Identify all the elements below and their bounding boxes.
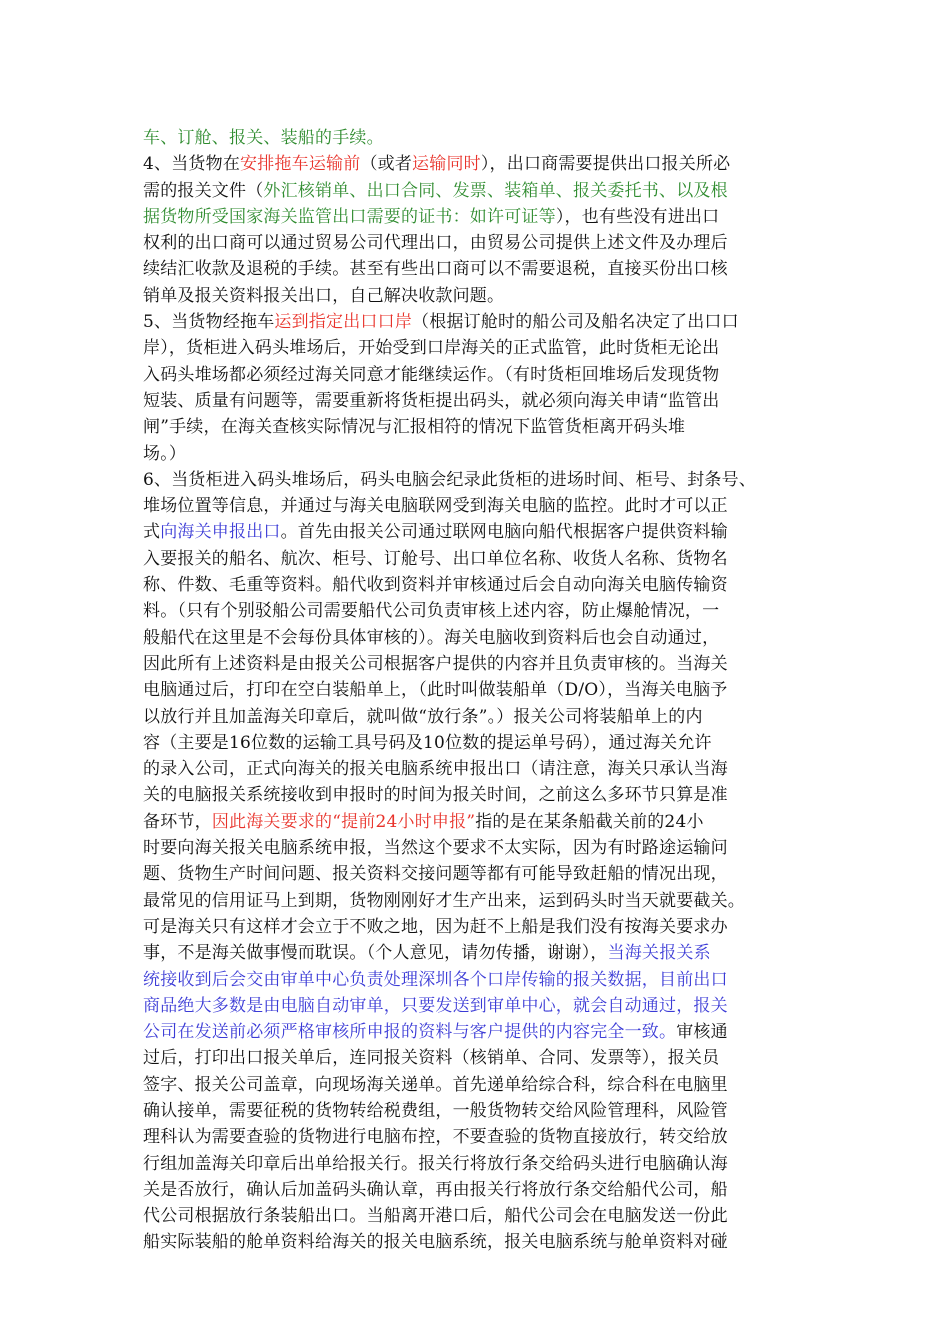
text-line xyxy=(143,204,833,230)
highlighted-text-green: 据货物所受国家海关监管出口需要的证书：如许可证等 xyxy=(143,206,556,227)
text-line xyxy=(143,493,833,519)
highlighted-text-blue: 商品绝大多数是由电脑自动审单，只要发送到审单中心，就会自动通过，报关 xyxy=(143,995,728,1016)
body-text: 堆场位置等信息，并通过与海关电脑联网受到海关电脑的监控。此时才可以正 xyxy=(143,496,728,517)
highlighted-text-red: 运输同时 xyxy=(412,154,481,175)
text-line xyxy=(143,704,833,730)
body-text: 短装、质量有问题等，需要重新将货柜提出码头，就必须向海关申请“监管出 xyxy=(143,390,720,411)
highlighted-text-red: 安排拖车运输前 xyxy=(240,154,361,175)
body-text: 闸”手续，在海关查核实际情况与汇报相符的情况下监管货柜离开码头堆 xyxy=(143,417,686,438)
text-line xyxy=(143,388,833,414)
body-text: ），出口商需要提供出口报关所必 xyxy=(480,154,731,175)
body-text: 因此所有上述资料是由报关公司根据客户提供的内容并且负责审核的。当海关 xyxy=(143,653,728,674)
highlighted-text-blue: 统接收到后会交由审单中心负责处理深圳各个口岸传输的报关数据，目前出口 xyxy=(143,969,728,990)
body-text: 6、当货柜进入码头堆场后，码头电脑会纪录此货柜的进场时间、柜号、封条号、 xyxy=(143,469,757,490)
text-line xyxy=(143,1124,833,1150)
text-line xyxy=(143,414,833,440)
text-line xyxy=(143,151,833,177)
body-text: 5、当货物经拖车 xyxy=(143,312,275,333)
text-line xyxy=(143,809,833,835)
body-text: 以放行并且加盖海关印章后，就叫做“放行条”。）报关公司将装船单上的内 xyxy=(143,706,703,727)
text-line xyxy=(143,467,833,493)
text-line xyxy=(143,730,833,756)
text-line xyxy=(143,651,833,677)
body-text: 备环节， xyxy=(143,811,212,832)
body-text: 岸），货柜进入码头堆场后，开始受到口岸海关的正式监管，此时货柜无论出 xyxy=(143,338,720,359)
text-line xyxy=(143,283,833,309)
text-line xyxy=(143,782,833,808)
text-line xyxy=(143,756,833,782)
text-line xyxy=(143,178,833,204)
body-text: （根据订舱时的船公司及船名决定了出口口 xyxy=(412,312,739,333)
text-line xyxy=(143,598,833,624)
text-line xyxy=(143,519,833,545)
text-line xyxy=(143,309,833,335)
body-text: 称、件数、毛重等资料。船代收到资料并审核通过后会自动向海关电脑传输资 xyxy=(143,575,728,596)
highlighted-text-blue: 公司在发送前必须严格审核所申报的资料与客户提供的内容完全一致。 xyxy=(143,1022,677,1043)
body-text: 。首先由报关公司通过联网电脑向船代根据客户提供资料输 xyxy=(280,522,728,543)
body-text: 料。（只有个别驳船公司需要船代公司负责审核上述内容，防止爆舱情况，一 xyxy=(143,601,720,622)
body-text: 关是否放行，确认后加盖码头确认章，再由报关行将放行条交给船代公司，船 xyxy=(143,1179,728,1200)
text-line xyxy=(143,362,833,388)
highlighted-text-red: 因此海关要求的“提前24小时申报” xyxy=(211,811,476,832)
body-text: （或者 xyxy=(360,154,413,175)
text-line xyxy=(143,861,833,887)
text-line xyxy=(143,625,833,651)
text-line xyxy=(143,230,833,256)
body-text: 权利的出口商可以通过贸易公司代理出口，由贸易公司提供上述文件及办理后 xyxy=(143,233,728,254)
body-text: 可是海关只有这样才会立于不败之地，因为赶不上船是我们没有按海关要求办 xyxy=(143,916,728,937)
body-text: 事，不是海关做事慢而耽误。（个人意见，请勿传播，谢谢）， xyxy=(143,943,608,964)
text-line xyxy=(143,677,833,703)
text-line xyxy=(143,1203,833,1229)
text-line xyxy=(143,546,833,572)
text-line xyxy=(143,1177,833,1203)
body-text: 电脑通过后，打印在空白装船单上，（此时叫做装船单（D/O），当海关电脑予 xyxy=(143,680,728,701)
text-line xyxy=(143,1098,833,1124)
body-text: 行组加盖海关印章后出单给报关行。报关行将放行条交给码头进行电脑确认海 xyxy=(143,1153,728,1174)
body-text: 确认接单，需要征税的货物转给税费组，一般货物转交给风险管理科，风险管 xyxy=(143,1100,728,1121)
text-line xyxy=(143,914,833,940)
body-text: 关的电脑报关系统接收到申报时的时间为报关时间，之前这么多环节只算是准 xyxy=(143,785,728,806)
body-text: 船实际装船的舱单资料给海关的报关电脑系统，报关电脑系统与舱单资料对碰 xyxy=(143,1232,728,1253)
text-line xyxy=(143,572,833,598)
highlighted-text-blue: 向海关申报出口 xyxy=(160,522,281,543)
highlighted-text-red: 运到指定出口口岸 xyxy=(274,312,413,333)
body-text: 入要报关的船名、航次、柜号、订舱号、出口单位名称、收货人名称、货物名 xyxy=(143,548,728,569)
text-line xyxy=(143,1151,833,1177)
text-line xyxy=(143,1229,833,1255)
highlighted-text-blue: 当海关报关系 xyxy=(607,943,711,964)
body-text: 般船代在这里是不会每份具体审核的）。海关电脑收到资料后也会自动通过， xyxy=(143,627,720,648)
body-text: 场。） xyxy=(143,443,187,464)
body-text: 过后，打印出口报关单后，连同报关资料（核销单、合同、发票等），报关员 xyxy=(143,1048,720,1069)
body-text: 销单及报关资料报关出口，自己解决收款问题。 xyxy=(143,285,505,306)
body-text: 需的报关文件（ xyxy=(143,180,264,201)
body-text: 签字、报关公司盖章，向现场海关递单。首先递单给综合科，综合科在电脑里 xyxy=(143,1074,728,1095)
body-text: 的录入公司，正式向海关的报关电脑系统申报出口（请注意，海关只承认当海 xyxy=(143,759,728,780)
text-line xyxy=(143,940,833,966)
body-text: 续结汇收款及退税的手续。甚至有些出口商可以不需要退税，直接买份出口核 xyxy=(143,259,728,280)
body-text: 容（主要是16位数的运输工具号码及10位数的提运单号码），通过海关允许 xyxy=(143,732,712,753)
body-text: 式 xyxy=(143,522,161,543)
body-text: 指的是在某条船截关前的24小 xyxy=(475,811,704,832)
text-line xyxy=(143,1045,833,1071)
document-body-text xyxy=(143,125,833,1256)
body-text: 最常见的信用证马上到期，货物刚刚好才生产出来，运到码头时当天就要截关。 xyxy=(143,890,745,911)
text-line xyxy=(143,256,833,282)
text-line xyxy=(143,125,833,151)
body-text: 4、当货物在 xyxy=(143,154,241,175)
body-text: 题、货物生产时间问题、报关资料交接问题等都有可能导致赶船的情况出现， xyxy=(143,864,728,885)
highlighted-text-green: 外汇核销单、出口合同、发票、装箱单、报关委托书、以及根 xyxy=(263,180,728,201)
text-line xyxy=(143,835,833,861)
text-line xyxy=(143,967,833,993)
text-line xyxy=(143,1072,833,1098)
body-text: 代公司根据放行条装船出口。当船离开港口后，船代公司会在电脑发送一份此 xyxy=(143,1206,728,1227)
body-text: 时要向海关报关电脑系统申报，当然这个要求不太实际，因为有时路途运输问 xyxy=(143,838,728,859)
text-line xyxy=(143,993,833,1019)
body-text: 入码头堆场都必须经过海关同意才能继续运作。（有时货柜回堆场后发现货物 xyxy=(143,364,720,385)
body-text: ），也有些没有进出口 xyxy=(555,206,720,227)
text-line xyxy=(143,441,833,467)
body-text: 审核通 xyxy=(676,1022,728,1043)
text-line xyxy=(143,888,833,914)
body-text: 理科认为需要查验的货物进行电脑布控，不要查验的货物直接放行，转交给放 xyxy=(143,1127,728,1148)
text-line xyxy=(143,335,833,361)
highlighted-text-green: 车、订舱、报关、装船的手续。 xyxy=(143,128,384,148)
text-line xyxy=(143,1019,833,1045)
